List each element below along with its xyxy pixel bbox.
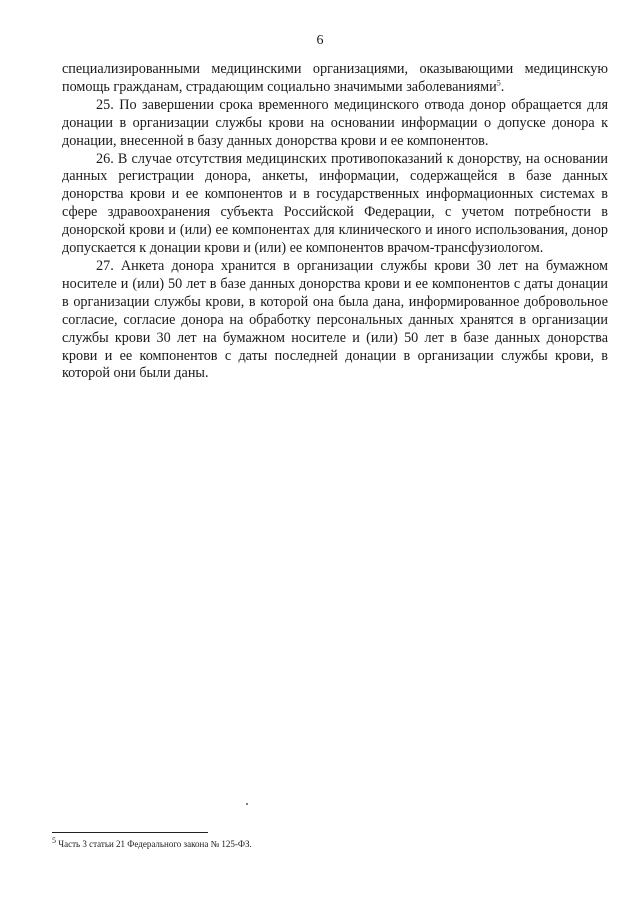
footnote-divider: [52, 832, 208, 833]
paragraph-26: 26. В случае отсутствия медицинских противопоказаний к донорству, на основании данных регистрации донора, анкеты, информации, содержащейся в базе данных донорства крови и ее компонентов и в государственных информационных системах в сфере здравоохранения субъекта Российской Федерации, с учетом потребности в донорской крови и (или) ее компонентах для клинического и иного использования, донор допускается к донации крови и (или) ее компонентов врачом-трансфузиологом.: [62, 150, 608, 257]
footnote-text: Часть 3 статьи 21 Федерального закона № 125-ФЗ.: [56, 839, 252, 849]
footnote-marker: 5: [52, 836, 56, 845]
footnote: [52, 836, 612, 850]
document-body: [62, 61, 608, 383]
scan-speck: [246, 803, 248, 805]
footnote-reference: 5: [496, 78, 501, 88]
paragraph-text: специализированными медицинскими организациями, оказывающими медицинскую помощь гражданам, страдающим социально значимыми заболеваниями: [62, 61, 608, 95]
page-number: 6: [316, 33, 324, 48]
paragraph-27: 27. Анкета донора хранится в организации службы крови 30 лет на бумажном носителе и (или) 50 лет в базе данных донорства крови и ее компонентов с даты донации в организации службы крови, в которой она была дана, информированное добровольное согласие, согласие донора на обработку персональных данных хранятся в организации службы крови 30 лет на бумажном носителе и (или) 50 лет в базе данных донорства крови и ее компонентов с даты последней донации в организации службы крови, в которой они были даны.: [62, 257, 608, 382]
paragraph-25: 25. По завершении срока временного медицинского отвода донор обращается для донации в организации службы крови на основании информации о допуске донора к донации, внесенной в базу данных донорства крови и ее компонентов.: [62, 96, 608, 149]
paragraph-end: .: [500, 78, 505, 95]
paragraph-continuation: [62, 61, 608, 97]
